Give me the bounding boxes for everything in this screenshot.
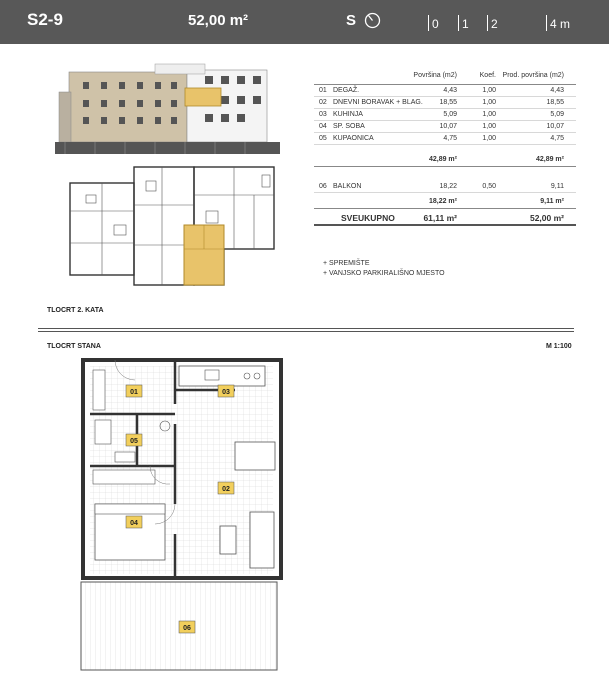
unit-area: 52,00 m² [188,12,249,29]
scale-mark-4: 4 m [546,15,570,31]
total-label: SVEUKUPNO [341,213,395,223]
table-header [314,70,576,85]
orientation-label: S [346,12,357,29]
table-row [314,97,576,109]
table-row [314,109,576,121]
room-tag-text: 02 [222,486,230,493]
table-row [314,85,576,97]
balcony-subtotal [314,193,576,209]
extras-notes [323,259,445,279]
room-area: 4,75 [443,135,457,142]
room-tag-04 [126,516,142,528]
note-item: + SPREMIŠTE [323,260,370,267]
room-num: 03 [319,111,327,118]
table-row [314,133,576,145]
header-coef: Koef. [479,72,496,79]
room-area: 4,43 [443,87,457,94]
room-coef: 0,50 [482,183,496,190]
room-tag-05 [126,434,142,446]
subtotal-area: 18,22 m² [428,198,457,205]
scale-mark-2: 2 [487,15,498,31]
total-reduced: 52,00 m² [529,213,564,223]
room-reduced: 18,55 [546,99,564,106]
room-area: 18,55 [439,99,457,106]
room-name: KUPAONICA [333,135,374,142]
room-area: 18,22 [439,183,457,190]
room-reduced: 4,43 [550,87,564,94]
room-num: 02 [319,99,327,106]
scale-mark-1: 1 [458,15,469,31]
room-name: SP. SOBA [333,123,365,130]
unit-code: S2-9 [27,10,63,29]
room-tag-03 [218,385,234,397]
room-tag-text: 05 [130,438,138,445]
room-tag-text: 06 [183,625,191,632]
top-bar [0,0,609,44]
room-tag-02 [218,482,234,494]
table-row [314,121,576,133]
room-name: KUHINJA [333,111,363,118]
header-reduced: Prod. površina (m2) [502,72,564,79]
room-reduced: 4,75 [550,135,564,142]
divider [38,331,574,332]
note-item: + VANJSKO PARKIRALIŠNO MJESTO [323,270,445,277]
room-reduced: 9,11 [550,183,564,190]
room-num: 01 [319,87,327,94]
floor-key-plan [66,165,278,289]
room-tag-text: 01 [130,389,138,396]
room-area: 10,07 [439,123,457,130]
apartment-plan-label: TLOCRT STANA [47,343,101,350]
apartment-floor-plan [75,354,290,676]
room-coef: 1,00 [482,135,496,142]
total-area: 61,11 m² [423,213,457,223]
header-area: Površina (m2) [413,72,457,79]
table-row-balcony [314,181,576,193]
room-name: BALKON [333,183,362,190]
room-area: 5,09 [443,111,457,118]
room-num: 04 [319,123,327,130]
room-reduced: 5,09 [550,111,564,118]
room-coef: 1,00 [482,111,496,118]
grand-total [314,209,576,226]
room-tag-01 [126,385,142,397]
subtotal-reduced: 9,11 m² [540,198,564,205]
rooms-subtotal [314,151,576,167]
area-table [314,70,576,226]
compass-icon [364,12,381,29]
subtotal-area: 42,89 m² [428,156,457,163]
room-coef: 1,00 [482,99,496,106]
room-num: 06 [319,183,327,190]
building-elevation [55,62,280,158]
scale-label: M 1:100 [546,343,572,350]
subtotal-reduced: 42,89 m² [535,156,564,163]
divider [38,328,574,329]
scale-mark-0: 0 [428,15,439,31]
floor-plan-label: TLOCRT 2. KATA [47,307,104,314]
room-coef: 1,00 [482,123,496,130]
room-coef: 1,00 [482,87,496,94]
room-name: DNEVNI BORAVAK + BLAG. [333,99,423,106]
room-reduced: 10,07 [546,123,564,130]
room-tag-text: 03 [222,389,230,396]
room-num: 05 [319,135,327,142]
room-tag-06 [179,621,195,633]
room-name: DEGAŽ. [333,87,360,94]
room-tag-text: 04 [130,520,138,527]
